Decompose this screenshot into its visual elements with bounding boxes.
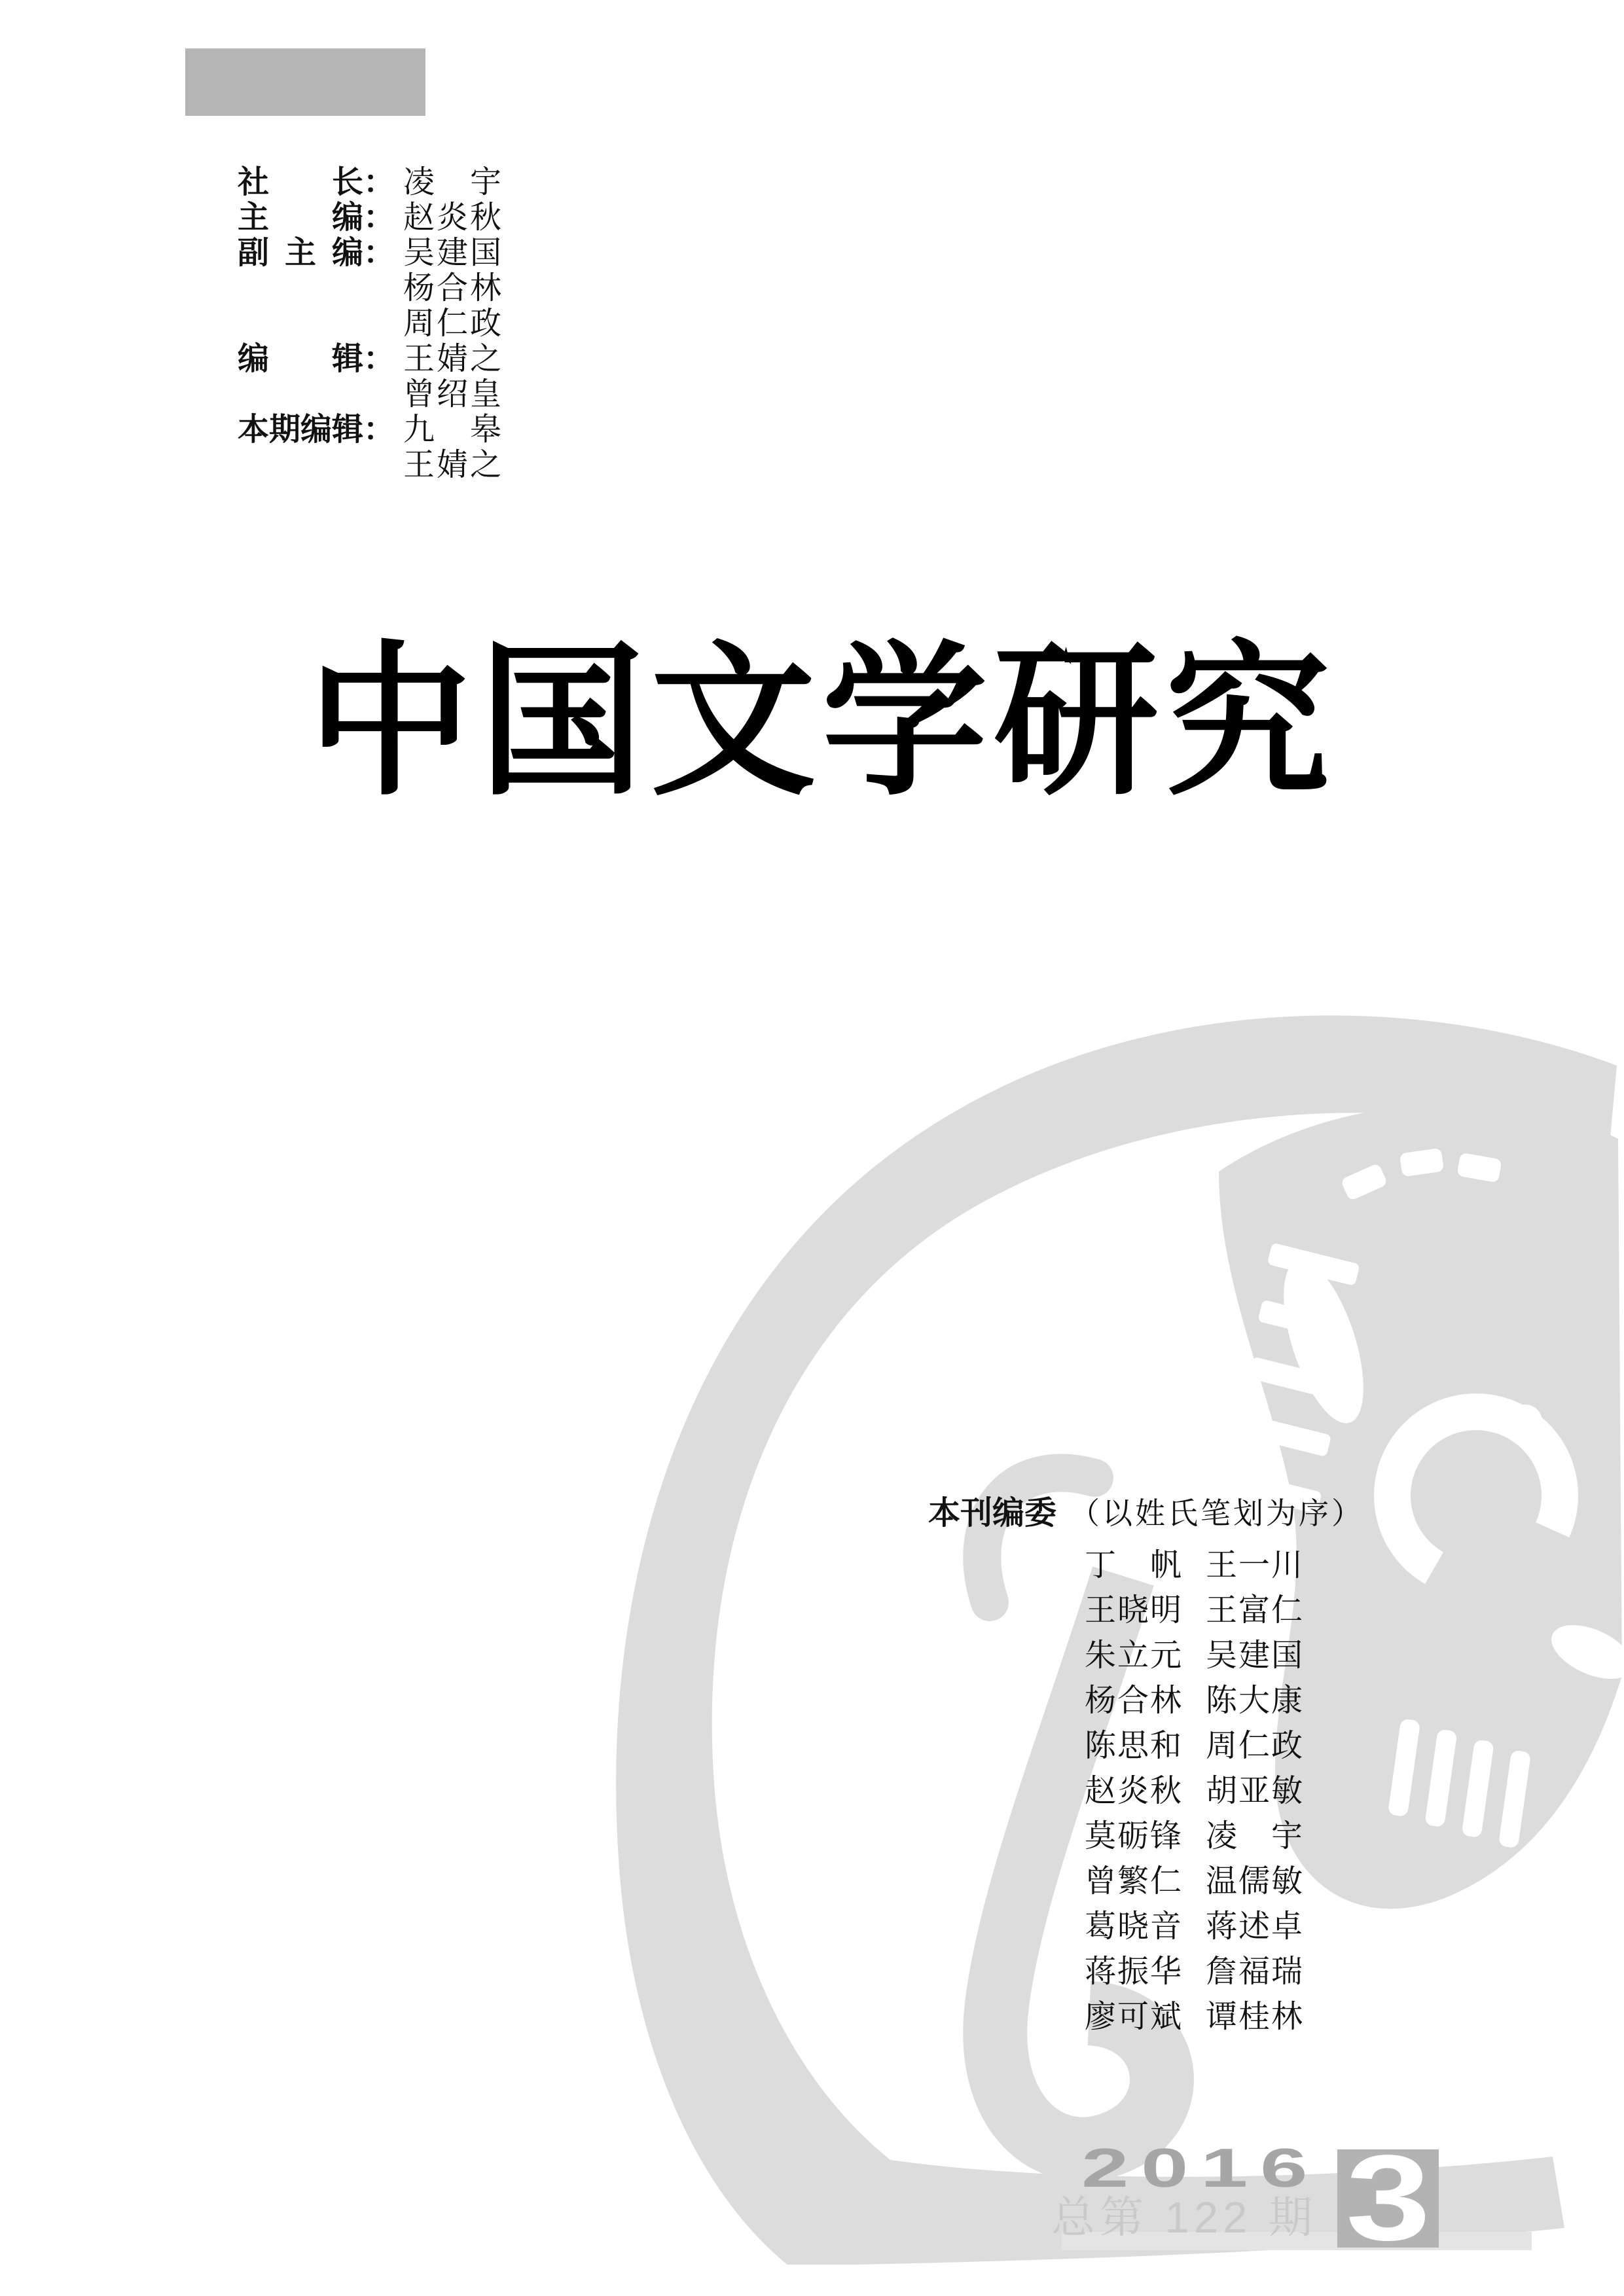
board-member: 吴建国 [1206,1638,1305,1673]
board-member: 陈思和 [1085,1729,1183,1763]
board-member: 王富仁 [1206,1593,1305,1628]
masthead-label: 主 编： [238,200,395,235]
board-member: 杨合林 [1085,1683,1183,1718]
board-member: 朱立元 [1085,1638,1183,1673]
masthead-label: 本期编辑： [238,412,395,447]
masthead-name: 吴建国 [403,236,504,270]
board-member: 葛晓音 [1085,1909,1183,1944]
board-member: 曾繁仁 [1085,1864,1183,1899]
issue-number: 3 [1345,2149,1431,2248]
board-row [928,1720,1364,1765]
board-member: 赵炎秋 [1085,1774,1183,1808]
masthead-label: 社 长： [238,165,395,200]
board-member: 王一川 [1206,1548,1305,1583]
board-member: 谭桂林 [1206,2000,1305,2034]
masthead-gray-block [185,48,425,116]
board-member: 丁 帆 [1085,1548,1183,1583]
masthead-label: 副 主 编： [238,236,395,270]
board-member: 胡亚敏 [1206,1774,1305,1808]
masthead-name: 周仁政 [403,306,504,341]
masthead-name: 王婧之 [403,448,504,482]
editorial-board-rows [928,1539,1364,2036]
board-row [928,1630,1364,1675]
editorial-board-heading: 本刊编委 [928,1496,1057,1531]
editorial-board [928,1495,1364,2036]
board-member: 詹福瑞 [1206,1954,1305,1989]
board-member: 王晓明 [1085,1593,1183,1628]
masthead-name: 王婧之 [403,342,504,376]
board-member: 蒋振华 [1085,1954,1183,1989]
board-row [928,1991,1364,2036]
board-member: 莫砺锋 [1085,1819,1183,1854]
masthead-name: 曾绍皇 [403,377,504,412]
board-row [928,1675,1364,1720]
editorial-board-note: （以姓氏笔划为序） [1070,1497,1365,1530]
board-row [928,1946,1364,1991]
issue-number-badge [1337,2149,1439,2248]
monkey-eye [1508,1405,1542,1439]
masthead-name: 凌 宇 [403,165,504,200]
masthead-name: 杨合林 [403,271,504,306]
masthead-name: 赵炎秋 [403,200,504,235]
issue-year: 2016 [1081,2137,1320,2198]
board-row [928,1810,1364,1856]
board-row [928,1585,1364,1630]
board-row [928,1539,1364,1585]
masthead-label: 编 辑： [238,342,395,376]
board-row [928,1901,1364,1946]
board-member: 蒋述卓 [1206,1909,1305,1944]
board-row [928,1765,1364,1810]
board-member: 凌 宇 [1206,1819,1305,1854]
board-member: 廖可斌 [1085,2000,1183,2034]
masthead [185,130,504,482]
board-member: 周仁政 [1206,1729,1305,1763]
board-row [928,1856,1364,1901]
issue-volume-label: 总第 122 期 [1051,2193,1318,2242]
masthead-name: 九 皋 [403,412,504,447]
board-member: 陈大康 [1206,1683,1305,1718]
masthead-line [185,130,504,200]
editorial-board-header [928,1495,1364,1532]
journal-title: 中国文学研究 [308,632,1337,815]
board-member: 温儒敏 [1206,1864,1305,1899]
